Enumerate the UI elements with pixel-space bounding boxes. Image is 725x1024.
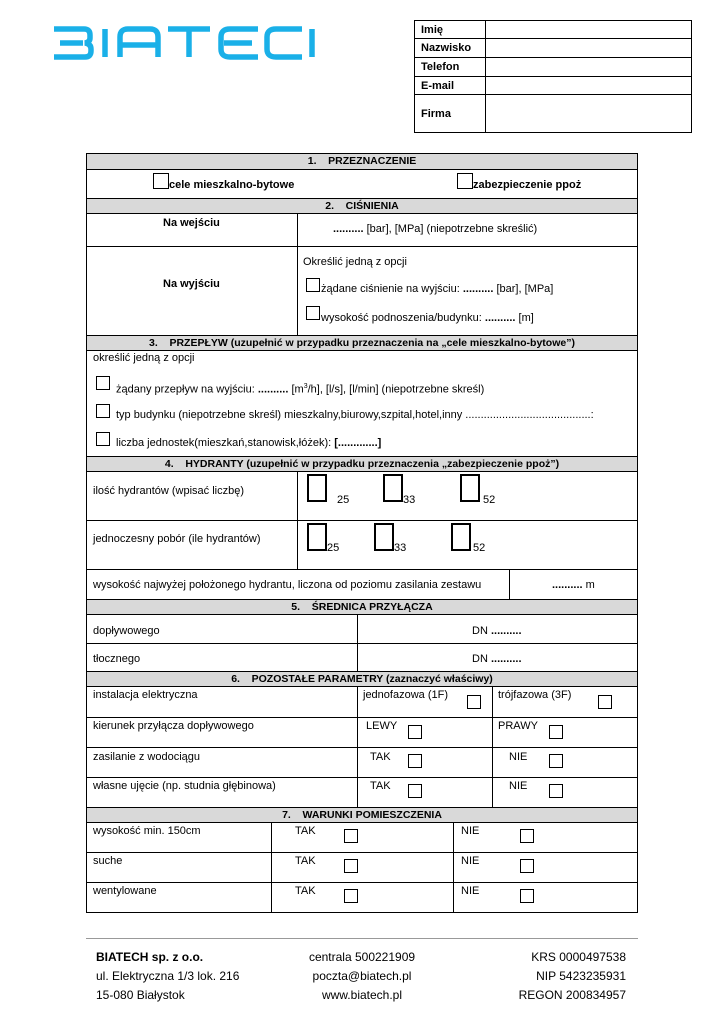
outlet-height-checkbox[interactable] — [306, 306, 320, 320]
room-height-yes-checkbox[interactable] — [344, 829, 358, 843]
hydrant-count-25-label: 25 — [337, 494, 350, 506]
flow-rate-option: żądany przepływ na wyjściu: .......... $[m^3/h]$, [l/s], [l/min] (niepotrzebne skreśl) — [116, 383, 485, 396]
company-regon: REGON 200834957 — [518, 988, 626, 1002]
purpose-residential-label: cele mieszkalno-bytowe — [169, 179, 295, 191]
room-dry-no-checkbox[interactable] — [520, 859, 534, 873]
questionnaire-form — [86, 153, 638, 913]
company-field[interactable] — [486, 95, 692, 133]
inlet-pressure-value[interactable]: .......... [bar], [MPa] (niepotrzebne skreślić) — [333, 223, 538, 235]
inlet-pressure-label: Na wejściu — [163, 217, 220, 229]
water-supply-label: zasilanie z wodociągu — [93, 751, 201, 763]
hydrant-sim-25-label: 25 — [327, 542, 340, 554]
company-email[interactable]: poczta@biatech.pl — [312, 969, 412, 983]
email-field[interactable] — [486, 77, 692, 95]
surname-field[interactable] — [486, 39, 692, 58]
own-intake-label: własne ujęcie (np. studnia głębinowa) — [93, 780, 276, 792]
contact-label-phone: Telefon — [415, 58, 486, 77]
room-height-no-checkbox[interactable] — [520, 829, 534, 843]
section-7-header: 7. WARUNKI POMIESZCZENIA — [87, 808, 637, 822]
direction-left-label: LEWY — [366, 720, 398, 732]
own-intake-no-checkbox[interactable] — [549, 784, 563, 798]
hydrant-count-33-checkbox[interactable] — [383, 474, 403, 502]
room-ventilated-no-label: NIE — [461, 885, 480, 897]
direction-left-checkbox[interactable] — [408, 725, 422, 739]
hydrant-count-52-checkbox[interactable] — [460, 474, 480, 502]
phone-field[interactable] — [486, 58, 692, 77]
water-supply-no-label: NIE — [509, 751, 528, 763]
direction-right-label: PRAWY — [498, 720, 538, 732]
hydrant-count-52-label: 52 — [483, 494, 496, 506]
room-height-label: wysokość min. 150cm — [93, 825, 201, 837]
outlet-height-option: wysokość podnoszenia/budynku: .......... [m] — [321, 312, 534, 324]
biatech-logo-graphic — [50, 26, 315, 60]
outlet-pressure-checkbox[interactable] — [306, 278, 320, 292]
section-1-header: 1. PRZEZNACZENIE — [87, 154, 637, 169]
company-website[interactable]: www.biatech.pl — [321, 988, 403, 1002]
hydrant-sim-33-label: 33 — [394, 542, 407, 554]
contact-label-name: Imię — [415, 21, 486, 39]
room-ventilated-no-checkbox[interactable] — [520, 889, 534, 903]
electric-3f-checkbox[interactable] — [598, 695, 612, 709]
own-intake-yes-label: TAK — [370, 780, 391, 792]
room-dry-yes-label: TAK — [295, 855, 316, 867]
room-ventilated-yes-label: TAK — [295, 885, 316, 897]
footer-company — [96, 948, 239, 1005]
section-5-header: 5. ŚREDNICA PRZYŁĄCZA — [87, 600, 637, 614]
contact-label-surname: Nazwisko — [415, 39, 486, 58]
water-supply-yes-label: TAK — [370, 751, 391, 763]
company-name: BIATECH sp. z o.o. — [96, 950, 204, 964]
company-krs: KRS 0000497538 — [531, 950, 626, 964]
hydrant-sim-33-checkbox[interactable] — [374, 523, 394, 551]
footer-contact — [296, 948, 428, 1005]
contact-table — [414, 20, 692, 133]
flow-hint: określić jedną z opcji — [93, 352, 195, 364]
footer-registry — [486, 948, 626, 1005]
outlet-diameter-label: tłocznego — [93, 653, 141, 665]
hydrant-count-label: ilość hydrantów (wpisać liczbę) — [93, 485, 244, 497]
company-phone: centrala 500221909 — [308, 950, 416, 964]
hydrant-sim-52-checkbox[interactable] — [451, 523, 471, 551]
room-dry-yes-checkbox[interactable] — [344, 859, 358, 873]
room-ventilated-label: wentylowane — [93, 885, 157, 897]
room-height-yes-label: TAK — [295, 825, 316, 837]
electric-label: instalacja elektryczna — [93, 689, 198, 701]
flow-rate-checkbox[interactable] — [96, 376, 110, 390]
section-3-header: 3. PRZEPŁYW (uzupełnić w przypadku przeznaczenia na „cele mieszkalno-bytowe”) — [87, 336, 637, 350]
inlet-diameter-value[interactable]: DN .......... — [472, 625, 522, 637]
purpose-fire-label: zabezpieczenie ppoż — [473, 179, 582, 191]
hydrant-sim-25-checkbox[interactable] — [307, 523, 327, 551]
inlet-diameter-label: dopływowego — [93, 625, 160, 637]
section-6-header: 6. POZOSTAŁE PARAMETRY (zaznaczyć właściwy) — [87, 672, 637, 686]
hydrant-height-value[interactable]: .......... m — [552, 579, 595, 591]
room-height-no-label: NIE — [461, 825, 480, 837]
hydrant-count-25-checkbox[interactable] — [307, 474, 327, 502]
footer-divider — [86, 938, 638, 939]
contact-label-company: Firma — [415, 95, 486, 133]
building-type-checkbox[interactable] — [96, 404, 110, 418]
outlet-diameter-value[interactable]: DN .......... — [472, 653, 522, 665]
company-nip: NIP 5423235931 — [536, 969, 626, 983]
hydrant-count-33-label: 33 — [403, 494, 416, 506]
room-dry-no-label: NIE — [461, 855, 480, 867]
room-ventilated-yes-checkbox[interactable] — [344, 889, 358, 903]
name-field[interactable] — [486, 21, 692, 39]
outlet-pressure-option: żądane ciśnienie na wyjściu: .......... [bar], [MPa] — [321, 283, 554, 295]
company-address-line1: ul. Elektryczna 1/3 lok. 216 — [96, 969, 240, 983]
direction-right-checkbox[interactable] — [549, 725, 563, 739]
room-dry-label: suche — [93, 855, 123, 867]
company-address-line2: 15-080 Białystok — [96, 988, 185, 1002]
building-type-option: typ budynku (niepotrzebne skreśl) mieszkalny,biurowy,szpital,hotel,inny .........................................: — [116, 409, 594, 421]
contact-label-email: E-mail — [415, 77, 486, 95]
outlet-pressure-label: Na wyjściu — [163, 278, 220, 290]
section-4-header: 4. HYDRANTY (uzupełnić w przypadku przeznaczenia „zabezpieczenie ppoż”) — [87, 457, 637, 471]
unit-count-option: liczba jednostek(mieszkań,stanowisk,łóżek): [.............] — [116, 437, 382, 449]
outlet-hint: Określić jedną z opcji — [303, 256, 407, 268]
purpose-residential-checkbox[interactable] — [153, 173, 169, 189]
hydrant-simultaneous-label: jednoczesny pobór (ile hydrantów) — [93, 533, 261, 545]
inlet-direction-label: kierunek przyłącza dopływowego — [93, 720, 254, 732]
hydrant-sim-52-label: 52 — [473, 542, 486, 554]
electric-1f-checkbox[interactable] — [467, 695, 481, 709]
electric-1f-label: jednofazowa (1F) — [363, 689, 448, 701]
svg-text:BIATECH: BIATECH — [50, 26, 55, 27]
purpose-fire-checkbox[interactable] — [457, 173, 473, 189]
unit-count-checkbox[interactable] — [96, 432, 110, 446]
water-supply-no-checkbox[interactable] — [549, 754, 563, 768]
hydrant-height-label: wysokość najwyżej położonego hydrantu, liczona od poziomu zasilania zestawu — [93, 579, 482, 591]
electric-3f-label: trójfazowa (3F) — [498, 689, 572, 701]
section-2-header: 2. CIŚNIENIA — [87, 199, 637, 213]
own-intake-no-label: NIE — [509, 780, 528, 792]
water-supply-yes-checkbox[interactable] — [408, 754, 422, 768]
own-intake-yes-checkbox[interactable] — [408, 784, 422, 798]
biatech-logo — [50, 26, 315, 60]
